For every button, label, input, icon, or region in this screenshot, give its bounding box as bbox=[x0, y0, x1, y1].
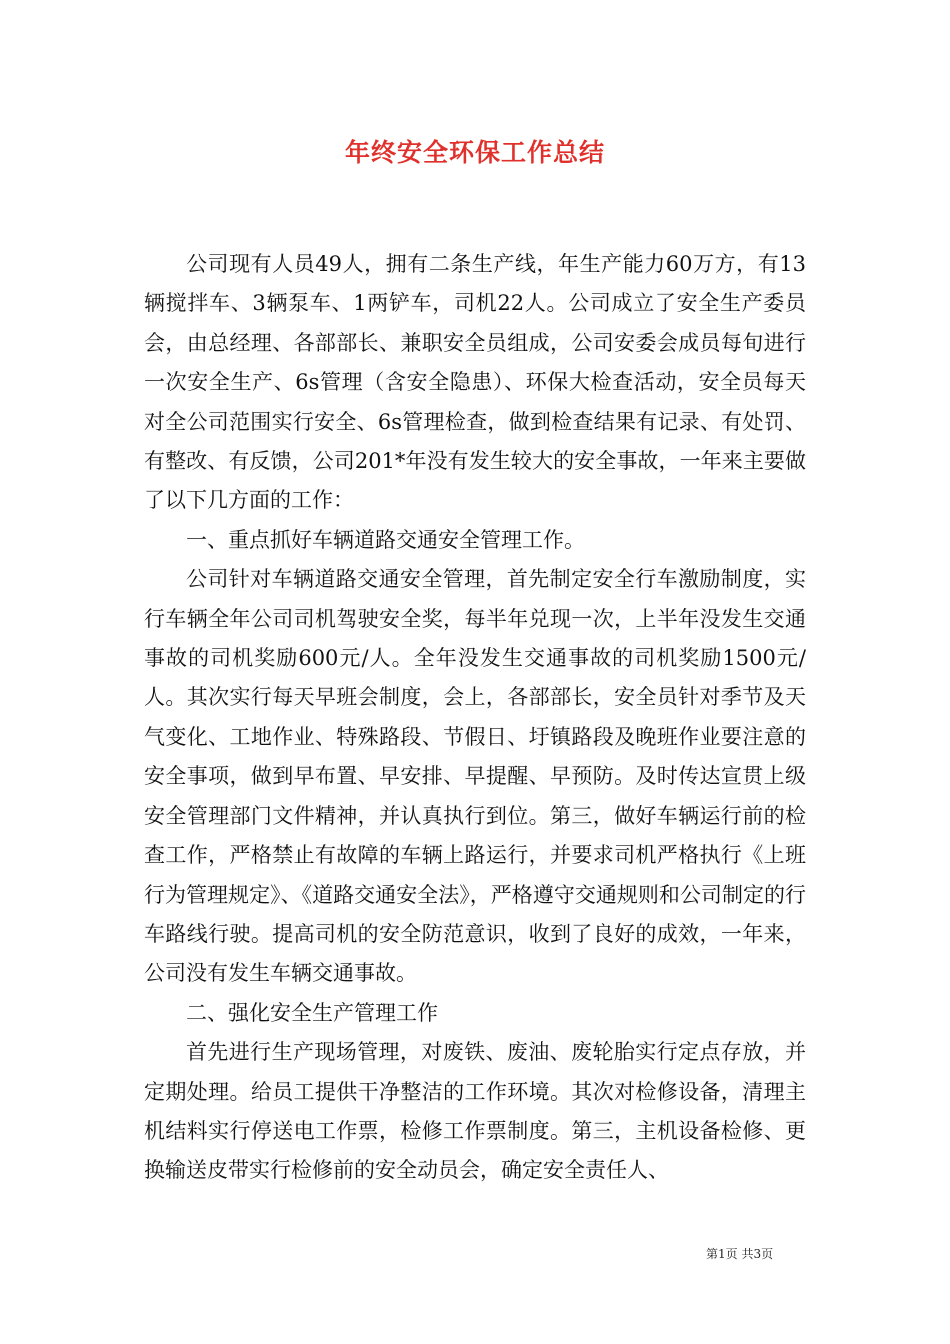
section-heading-2: 二、强化安全生产管理工作 bbox=[186, 1000, 438, 1025]
page-number: 第1页 共3页 bbox=[706, 1247, 774, 1261]
paragraph-intro: 公司现有人员49人，拥有二条生产线，年生产能力60万方，有13辆搅拌车、3辆泵车、1两铲车，司机22人。公司成立了安全生产委员会，由总经理、各部部长、兼职安全员组成，公司安委会成员每旬进行一次安全生产、6s管理（含安全隐患）、环保大检查活动，安全员每天对全公司范围实行安全、6s管理检查，做到检查结果有记录、有处罚、有整改、有反馈，公司201*年没有发生较大的安全事故，一年来主要做了以下几方面的工作： bbox=[144, 252, 806, 513]
paragraph-traffic-safety: 公司针对车辆道路交通安全管理，首先制定安全行车激励制度，实行车辆全年公司司机驾驶安全奖，每半年兑现一次，上半年没发生交通事故的司机奖励600元/人。全年没发生交通事故的司机奖励1500元/人。其次实行每天早班会制度，会上，各部部长，安全员针对季节及天气变化、工地作业、特殊路段、节假日、圩镇路段及晚班作业要注意的安全事项，做到早布置、早安排、早提醒、早预防。及时传达宣贯上级安全管理部门文件精神，并认真执行到位。第三，做好车辆运行前的检查工作，严格禁止有故障的车辆上路运行，并要求司机严格执行《上班行为管理规定》、《道路交通安全法》，严格遵守交通规则和公司制定的行车路线行驶。提高司机的安全防范意识，收到了良好的成效，一年来，公司没有发生车辆交通事故。 bbox=[144, 567, 806, 986]
document-body bbox=[144, 245, 806, 1191]
section-heading-1: 一、重点抓好车辆道路交通安全管理工作。 bbox=[186, 527, 585, 552]
document-title: 年终安全环保工作总结 bbox=[344, 138, 605, 167]
paragraph-production-safety: 首先进行生产现场管理，对废铁、废油、废轮胎实行定点存放，并定期处理。给员工提供干净整洁的工作环境。其次对检修设备，清理主机结料实行停送电工作票，检修工作票制度。第三，主机设备检修、更换输送皮带实行检修前的安全动员会，确定安全责任人、 bbox=[144, 1040, 806, 1183]
